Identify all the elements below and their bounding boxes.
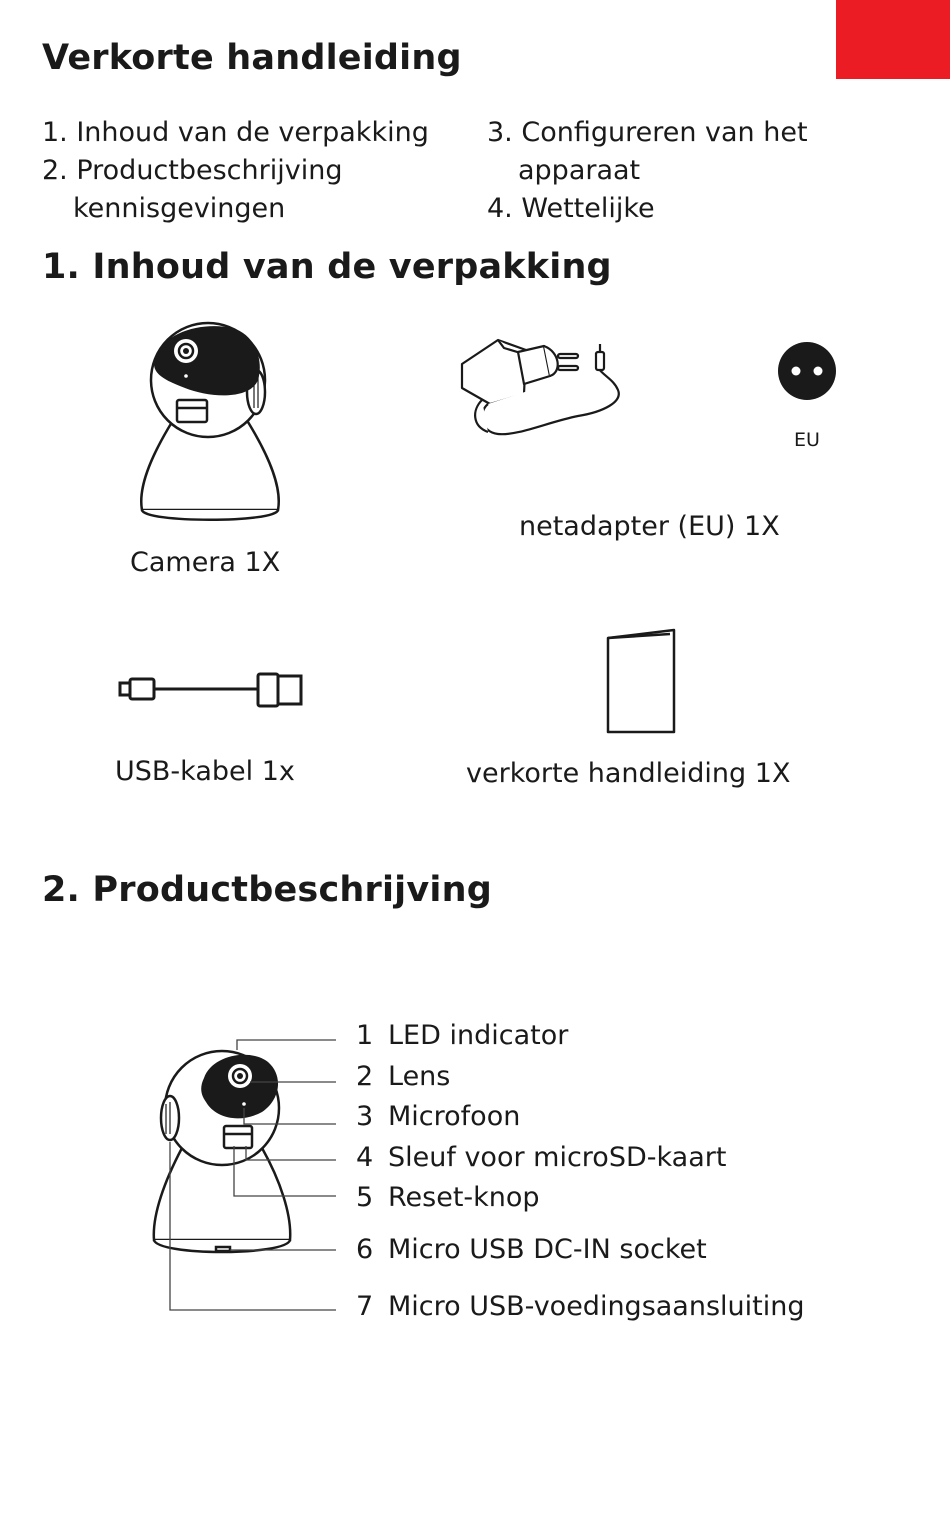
part-name: Reset-knop [388, 1182, 540, 1213]
part-number: 1 [356, 1020, 374, 1051]
part-name: Micro USB DC-IN socket [388, 1234, 707, 1265]
section-1-title: 1. Inhoud van de verpakking [42, 247, 612, 287]
part-name: Sleuf voor microSD-kaart [388, 1142, 727, 1173]
toc-item-3: 3. Configureren van het [487, 117, 808, 148]
part-label-6 [356, 1234, 707, 1265]
part-number: 6 [356, 1234, 374, 1265]
part-name: Microfoon [388, 1101, 521, 1132]
section-2-title: 2. Productbeschrijving [42, 870, 492, 910]
page-title: Verkorte handleiding [42, 38, 462, 78]
plug-region-label: EU [794, 429, 820, 451]
part-number: 7 [356, 1291, 374, 1322]
toc-item-2-cont: kennisgevingen [73, 193, 286, 224]
part-number: 5 [356, 1182, 374, 1213]
part-name: LED indicator [388, 1020, 569, 1051]
part-label-1 [356, 1020, 568, 1051]
caption-usb-cable: USB-kabel 1x [115, 756, 295, 787]
toc-item-3-cont: apparaat [518, 155, 641, 186]
toc-item-2: 2. Productbeschrijving [42, 155, 343, 186]
part-name: Micro USB-voedingsaansluiting [388, 1291, 805, 1322]
part-label-3 [356, 1101, 520, 1132]
caption-manual: verkorte handleiding 1X [466, 758, 791, 789]
part-number: 3 [356, 1101, 374, 1132]
toc-item-1: 1. Inhoud van de verpakking [42, 117, 429, 148]
part-label-7 [356, 1291, 804, 1322]
part-number: 2 [356, 1061, 374, 1092]
caption-camera: Camera 1X [130, 547, 281, 578]
toc-item-4: 4. Wettelijke [487, 193, 655, 224]
part-name: Lens [388, 1061, 451, 1092]
part-label-4 [356, 1142, 726, 1173]
part-number: 4 [356, 1142, 374, 1173]
caption-adapter: netadapter (EU) 1X [519, 511, 780, 542]
part-label-5 [356, 1182, 540, 1213]
part-label-2 [356, 1061, 450, 1092]
